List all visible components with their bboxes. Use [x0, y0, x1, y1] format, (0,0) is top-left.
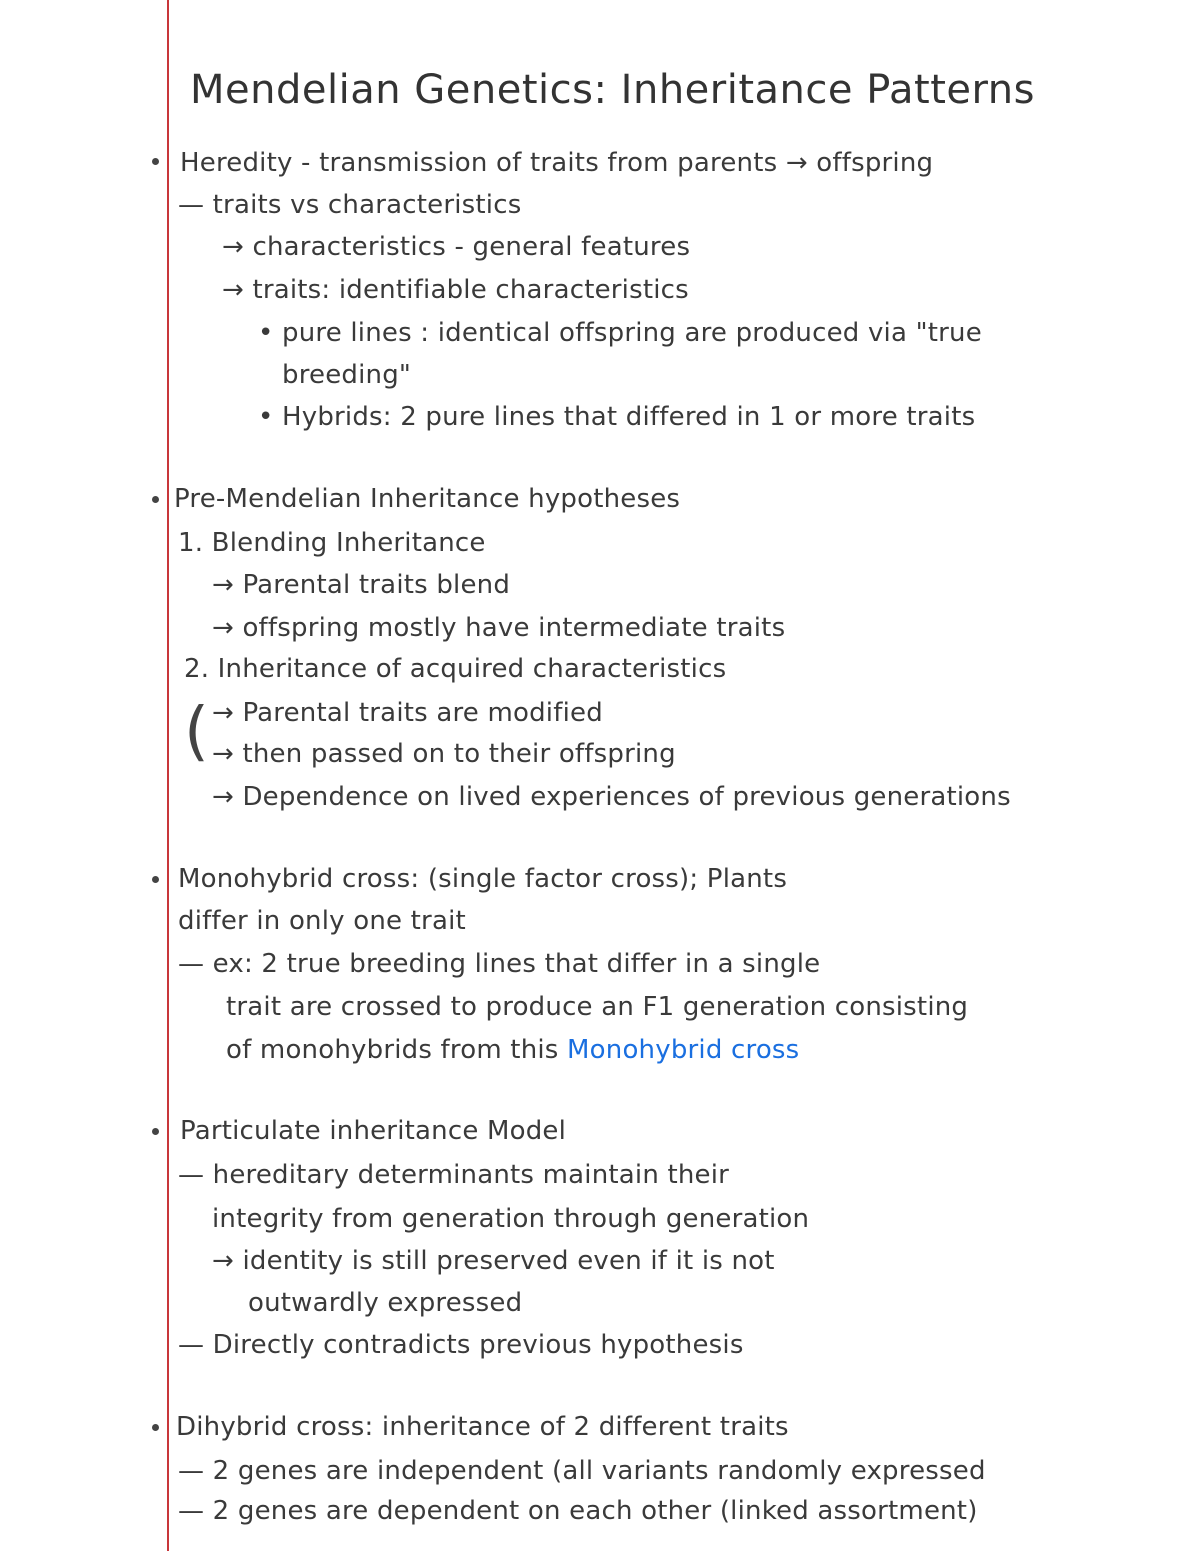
- page-title: Mendelian Genetics: Inheritance Patterns: [190, 67, 1035, 113]
- note-pre-mendelian: Pre-Mendelian Inheritance hypotheses: [174, 484, 681, 514]
- note-particulate-model: Particulate inheritance Model: [180, 1116, 567, 1146]
- note-blending-inheritance: 1. Blending Inheritance: [178, 528, 486, 558]
- note-intermediate-traits: → offspring mostly have intermediate traits: [212, 613, 786, 643]
- note-traits-vs-characteristics: — traits vs characteristics: [178, 190, 522, 220]
- note-lived-experiences: → Dependence on lived experiences of previous generations: [212, 782, 1011, 812]
- note-genes-independent: — 2 genes are independent (all variants randomly expressed: [178, 1456, 986, 1486]
- note-monohybrid-cross: Monohybrid cross: (single factor cross); Plants: [178, 864, 788, 894]
- note-example-breeding-lines: — ex: 2 true breeding lines that differ in a single: [178, 949, 821, 979]
- note-f1-generation: trait are crossed to produce an F1 generation consisting: [226, 992, 969, 1022]
- bracket-brace: (: [184, 695, 209, 769]
- note-traits-modified: → Parental traits are modified: [212, 698, 603, 728]
- note-outwardly-expressed: outwardly expressed: [248, 1288, 523, 1318]
- note-traits: → traits: identifiable characteristics: [222, 275, 689, 305]
- bullet-particulate: [152, 1128, 159, 1135]
- note-contradicts-hypothesis: — Directly contradicts previous hypothesis: [178, 1330, 744, 1360]
- monohybrid-cross-highlight: Monohybrid cross: [567, 1035, 800, 1065]
- bullet-dihybrid: [152, 1424, 159, 1431]
- note-hybrids: • Hybrids: 2 pure lines that differed in 1 or more traits: [258, 402, 976, 432]
- note-breeding: breeding": [282, 360, 412, 390]
- note-acquired-characteristics: 2. Inheritance of acquired characteristics: [184, 654, 727, 684]
- bullet-heredity: [152, 158, 159, 165]
- note-monohybrids-text: of monohybrids from this: [226, 1035, 568, 1065]
- note-monohybrids-from-cross: [226, 1037, 799, 1063]
- note-characteristics: → characteristics - general features: [222, 232, 691, 262]
- bullet-pre-mendelian: [152, 496, 159, 503]
- note-differ-one-trait: differ in only one trait: [178, 906, 466, 936]
- note-integrity: integrity from generation through generation: [212, 1204, 810, 1234]
- note-parental-traits-blend: → Parental traits blend: [212, 570, 511, 600]
- note-passed-on: → then passed on to their offspring: [212, 739, 676, 769]
- note-identity-preserved: → identity is still preserved even if it is not: [212, 1246, 775, 1276]
- note-dihybrid-cross: Dihybrid cross: inheritance of 2 different traits: [176, 1412, 789, 1442]
- note-genes-dependent: — 2 genes are dependent on each other (linked assortment): [178, 1496, 978, 1526]
- note-heredity: Heredity - transmission of traits from parents → offspring: [180, 148, 934, 178]
- note-hereditary-determinants: — hereditary determinants maintain their: [178, 1160, 730, 1190]
- note-pure-lines: • pure lines : identical offspring are produced via "true: [258, 318, 982, 348]
- bullet-monohybrid: [152, 876, 159, 883]
- margin-rule-line: [167, 0, 169, 1551]
